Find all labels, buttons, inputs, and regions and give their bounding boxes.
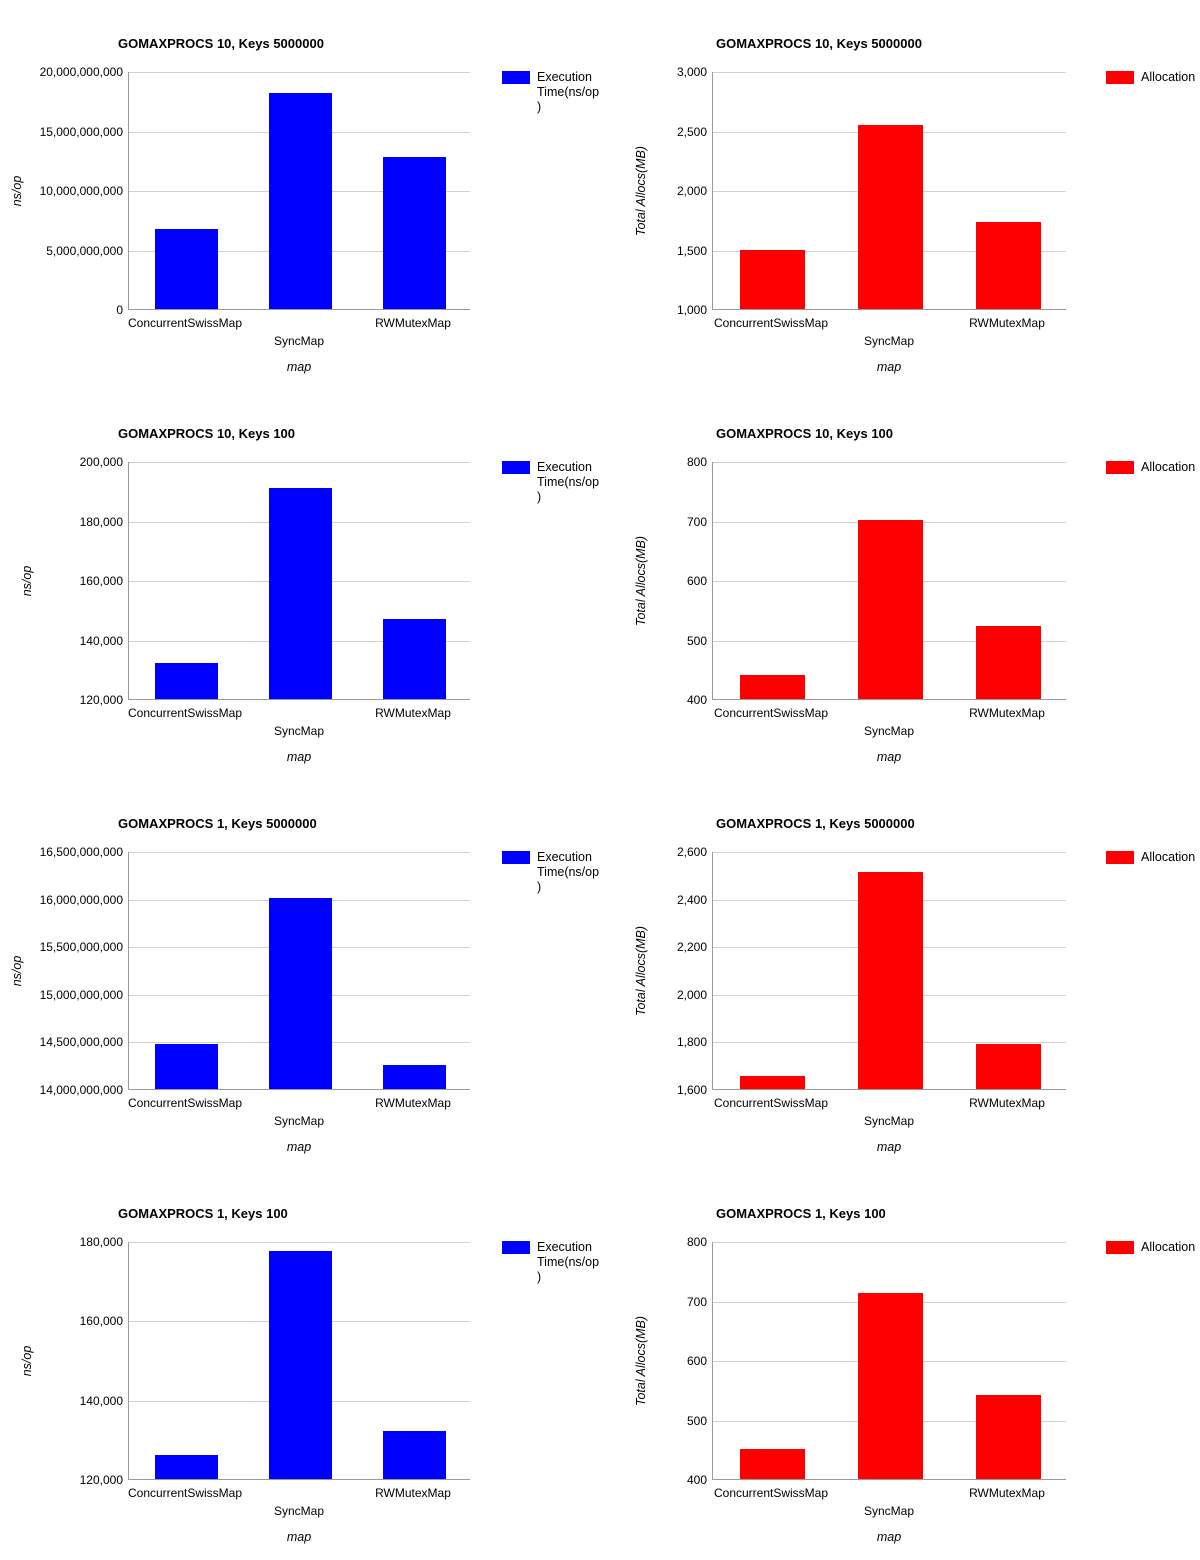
x-axis-label: map [286, 360, 312, 374]
bar [383, 1431, 446, 1479]
x-axis-tick-label: RWMutexMap [969, 316, 1045, 330]
plot-area [39, 845, 470, 1097]
chart-title: GOMAXPROCS 1, Keys 100 [118, 1206, 288, 1221]
chart-title: GOMAXPROCS 10, Keys 5000000 [118, 36, 324, 51]
x-axis-tick-label: RWMutexMap [375, 1096, 451, 1110]
x-axis-label: map [286, 1530, 312, 1544]
x-axis-tick-label: RWMutexMap [375, 706, 451, 720]
legend-label: Execution Time(ns/op) [537, 70, 600, 114]
plot-area [686, 1235, 1066, 1487]
x-axis-label: map [876, 1530, 902, 1544]
gridline [129, 1242, 470, 1243]
chart-legend [1106, 850, 1200, 865]
legend-label: Execution Time(ns/op) [537, 850, 600, 894]
y-axis-tick-label: 2,000 [676, 184, 707, 198]
bar [269, 488, 332, 699]
x-axis-tick-label: SyncMap [273, 334, 325, 348]
gridline [713, 72, 1066, 73]
chart-legend [502, 70, 601, 115]
x-axis-tick-label: SyncMap [273, 1114, 325, 1128]
legend-label: Execution Time(ns/op) [537, 1240, 600, 1284]
y-axis-tick-label: 140,000 [79, 1393, 123, 1408]
legend-swatch [1106, 71, 1134, 84]
x-axis-label: map [876, 1140, 902, 1154]
legend-swatch [502, 1241, 530, 1254]
chart-panel [600, 390, 1200, 780]
x-axis-tick-label: SyncMap [863, 334, 915, 348]
y-axis-tick-label: 15,000,000,000 [39, 987, 123, 1002]
plot-area [686, 455, 1066, 707]
chart-panel [600, 0, 1200, 390]
bar [155, 229, 218, 309]
y-axis-tick-label: 1,000 [676, 303, 707, 317]
bar [976, 222, 1041, 309]
plot-area [79, 455, 470, 707]
x-axis-tick-label: SyncMap [863, 1114, 915, 1128]
y-axis-tick-label: 5,000,000,000 [46, 243, 123, 258]
y-axis-tick-label: 120,000 [79, 693, 123, 707]
y-axis-tick-label: 700 [686, 1294, 707, 1309]
bar [383, 619, 446, 699]
gridline [713, 1242, 1066, 1243]
bar [858, 1293, 923, 1479]
y-axis-tick-label: 500 [686, 1413, 707, 1428]
x-axis-tick-label: ConcurrentSwissMap [127, 706, 243, 720]
y-axis-tick-label: 160,000 [79, 1314, 123, 1329]
y-axis-label: Total Allocs(MB) [634, 535, 648, 627]
gridline [129, 462, 470, 463]
legend-swatch [1106, 851, 1134, 864]
gridline [713, 462, 1066, 463]
x-axis-label: map [286, 750, 312, 764]
gridline [129, 852, 470, 853]
y-axis-label: ns/op [20, 1345, 34, 1377]
chart-title: GOMAXPROCS 10, Keys 100 [118, 426, 296, 441]
y-axis-tick-label: 1,600 [676, 1083, 707, 1097]
x-axis-tick-label: ConcurrentSwissMap [713, 316, 829, 330]
bar [858, 125, 923, 309]
y-axis-tick-label: 180,000 [79, 1235, 123, 1249]
bar [976, 1395, 1041, 1479]
y-axis-tick-label: 2,400 [676, 892, 707, 907]
y-axis-tick-label: 140,000 [79, 633, 123, 648]
y-axis-tick-label: 600 [686, 574, 707, 588]
legend-label: Execution Time(ns/op) [537, 460, 600, 504]
y-axis-tick-label: 500 [686, 633, 707, 648]
y-axis-label: Total Allocs(MB) [634, 925, 648, 1017]
y-axis-label: ns/op [10, 175, 24, 207]
y-axis-tick-label: 160,000 [79, 574, 123, 588]
x-axis-tick-label: ConcurrentSwissMap [127, 1486, 243, 1500]
plot-area [676, 845, 1066, 1097]
chart-title: GOMAXPROCS 10, Keys 100 [716, 426, 894, 441]
bar [155, 1455, 218, 1479]
y-axis-tick-label: 120,000 [79, 1473, 123, 1487]
x-axis-label: map [876, 750, 902, 764]
legend-swatch [502, 461, 530, 474]
chart-legend [1106, 460, 1200, 475]
plot-area [79, 1235, 470, 1487]
x-axis-tick-label: SyncMap [863, 1504, 915, 1518]
x-axis-tick-label: RWMutexMap [969, 1096, 1045, 1110]
bar [155, 663, 218, 699]
y-axis-tick-label: 15,500,000,000 [39, 940, 123, 955]
chart-panel [0, 1170, 600, 1560]
y-axis-tick-label: 16,500,000,000 [39, 845, 123, 859]
y-axis-tick-label: 0 [116, 303, 123, 317]
chart-title: GOMAXPROCS 1, Keys 5000000 [716, 816, 915, 831]
bar [383, 157, 446, 309]
gridline [713, 852, 1066, 853]
y-axis-label: Total Allocs(MB) [634, 1315, 648, 1407]
bar [269, 898, 332, 1089]
y-axis-tick-label: 2,500 [676, 124, 707, 139]
legend-swatch [502, 851, 530, 864]
chart-panel [0, 0, 600, 390]
y-axis-tick-label: 16,000,000,000 [39, 892, 123, 907]
bar [155, 1044, 218, 1089]
y-axis-tick-label: 14,000,000,000 [39, 1083, 123, 1097]
x-axis-tick-label: RWMutexMap [375, 1486, 451, 1500]
gridline [129, 72, 470, 73]
plot-area [676, 65, 1066, 317]
x-axis-tick-label: SyncMap [863, 724, 915, 738]
bar [740, 1076, 805, 1089]
chart-title: GOMAXPROCS 10, Keys 5000000 [716, 36, 922, 51]
x-axis-label: map [876, 360, 902, 374]
y-axis-tick-label: 2,000 [676, 987, 707, 1002]
chart-legend [1106, 1240, 1200, 1255]
y-axis-tick-label: 400 [686, 693, 707, 707]
x-axis-tick-label: SyncMap [273, 724, 325, 738]
y-axis-tick-label: 15,000,000,000 [39, 124, 123, 139]
bar [740, 675, 805, 699]
y-axis-tick-label: 10,000,000,000 [39, 184, 123, 198]
legend-swatch [1106, 461, 1134, 474]
chart-panel [600, 1170, 1200, 1560]
plot-area [39, 65, 470, 317]
legend-label: Allocation [1141, 1240, 1196, 1254]
bar [269, 1251, 332, 1479]
bar [740, 1449, 805, 1479]
chart-legend [502, 460, 601, 505]
chart-panel [0, 390, 600, 780]
bar [740, 250, 805, 310]
y-axis-tick-label: 1,500 [676, 243, 707, 258]
x-axis-tick-label: ConcurrentSwissMap [713, 1096, 829, 1110]
y-axis-tick-label: 2,600 [676, 845, 707, 859]
x-axis-tick-label: RWMutexMap [969, 706, 1045, 720]
bar [858, 520, 923, 699]
y-axis-tick-label: 200,000 [79, 455, 123, 469]
bar [976, 626, 1041, 699]
y-axis-tick-label: 1,800 [676, 1035, 707, 1050]
x-axis-tick-label: ConcurrentSwissMap [127, 316, 243, 330]
legend-label: Allocation [1141, 460, 1196, 474]
bar [858, 872, 923, 1089]
y-axis-tick-label: 600 [686, 1354, 707, 1368]
x-axis-tick-label: ConcurrentSwissMap [713, 1486, 829, 1500]
y-axis-tick-label: 700 [686, 514, 707, 529]
chart-title: GOMAXPROCS 1, Keys 5000000 [118, 816, 317, 831]
x-axis-tick-label: RWMutexMap [375, 316, 451, 330]
y-axis-label: Total Allocs(MB) [634, 145, 648, 237]
y-axis-tick-label: 20,000,000,000 [39, 65, 123, 79]
x-axis-tick-label: ConcurrentSwissMap [127, 1096, 243, 1110]
legend-swatch [502, 71, 530, 84]
x-axis-tick-label: SyncMap [273, 1504, 325, 1518]
bar [269, 93, 332, 309]
y-axis-tick-label: 800 [686, 1235, 707, 1249]
y-axis-tick-label: 800 [686, 455, 707, 469]
chart-legend [502, 1240, 601, 1285]
bar [976, 1044, 1041, 1089]
legend-label: Allocation [1141, 70, 1196, 84]
chart-panel [600, 780, 1200, 1170]
chart-legend [502, 850, 601, 895]
x-axis-tick-label: RWMutexMap [969, 1486, 1045, 1500]
y-axis-tick-label: 14,500,000,000 [39, 1035, 123, 1050]
y-axis-tick-label: 2,200 [676, 940, 707, 955]
x-axis-tick-label: ConcurrentSwissMap [713, 706, 829, 720]
y-axis-tick-label: 400 [686, 1473, 707, 1487]
legend-label: Allocation [1141, 850, 1196, 864]
bar [383, 1065, 446, 1089]
chart-panel [0, 780, 600, 1170]
y-axis-label: ns/op [10, 955, 24, 987]
chart-legend [1106, 70, 1200, 85]
chart-title: GOMAXPROCS 1, Keys 100 [716, 1206, 886, 1221]
legend-swatch [1106, 1241, 1134, 1254]
y-axis-tick-label: 3,000 [676, 65, 707, 79]
y-axis-label: ns/op [20, 565, 34, 597]
x-axis-label: map [286, 1140, 312, 1154]
y-axis-tick-label: 180,000 [79, 514, 123, 529]
